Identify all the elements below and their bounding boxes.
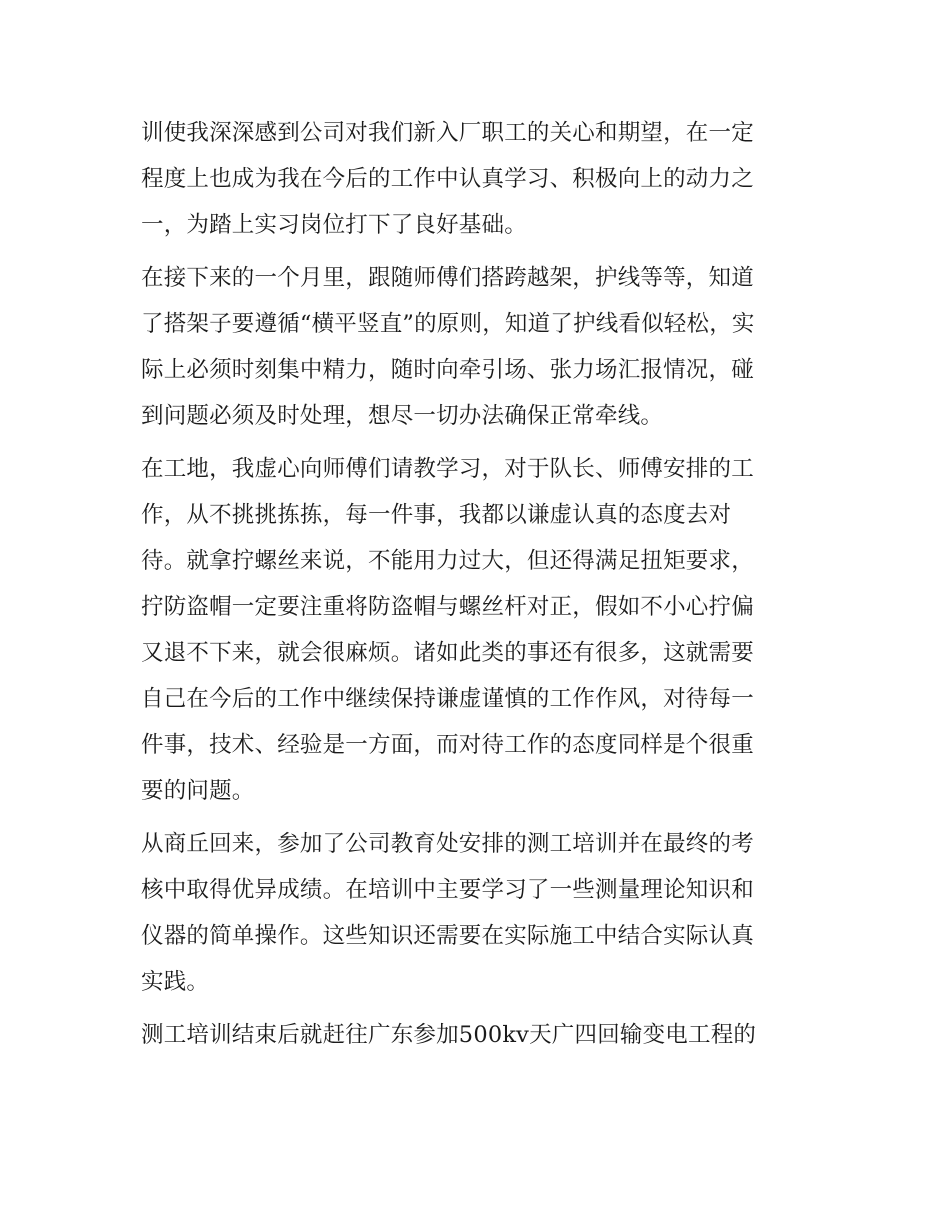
text-line: 从商丘回来，参加了公司教育处安排的测工培训并在最终的考 <box>141 831 754 857</box>
text-line: 测工培训结束后就赶往广东参加500kv天广四回输变电工程的 <box>141 1022 757 1048</box>
text-line: 实践。 <box>141 969 210 995</box>
text-line: 自己在今后的工作中继续保持谦虚谨慎的工作作风，对待每一 <box>141 686 754 712</box>
text-line: 又退不下来，就会很麻烦。诸如此类的事还有很多，这就需要 <box>141 640 754 666</box>
text-line: 件事，技术、经验是一方面，而对待工作的态度同样是个很重 <box>141 732 754 758</box>
text-line: 程度上也成为我在今后的工作中认真学习、积极向上的动力之 <box>141 166 754 192</box>
text-line: 训使我深深感到公司对我们新入厂职工的关心和期望，在一定 <box>141 120 754 146</box>
text-line: 作，从不挑挑拣拣，每一件事，我都以谦虚认真的态度去对 <box>141 502 732 528</box>
text-line: 际上必须时刻集中精力，随时向牵引场、张力场汇报情况，碰 <box>141 357 754 383</box>
text-line: 到问题必须及时处理，想尽一切办法确保正常牵线。 <box>141 403 664 429</box>
text-line: 在工地，我虚心向师傅们请教学习，对于队长、师傅安排的工 <box>141 456 754 482</box>
text-line: 仪器的简单操作。这些知识还需要在实际施工中结合实际认真 <box>141 923 754 949</box>
paragraph-5 <box>141 1012 813 1058</box>
paragraph-4 <box>141 821 813 1005</box>
text-line: 核中取得优异成绩。在培训中主要学习了一些测量理论知识和 <box>141 877 754 903</box>
text-line: 在接下来的一个月里，跟随师傅们搭跨越架，护线等等，知道 <box>141 265 754 291</box>
text-line: 待。就拿拧螺丝来说，不能用力过大，但还得满足扭矩要求， <box>141 548 754 574</box>
body-text <box>141 110 813 1058</box>
paragraph-3 <box>141 446 813 814</box>
text-line: 拧防盗帽一定要注重将防盗帽与螺丝杆对正，假如不小心拧偏 <box>141 594 754 620</box>
text-line: 一，为踏上实习岗位打下了良好基础。 <box>141 212 527 238</box>
paragraph-2 <box>141 255 813 439</box>
text-line: 了搭架子要遵循“横平竖直”的原则，知道了护线看似轻松，实 <box>141 311 755 337</box>
paragraph-1 <box>141 110 813 248</box>
text-line: 要的问题。 <box>141 778 255 804</box>
